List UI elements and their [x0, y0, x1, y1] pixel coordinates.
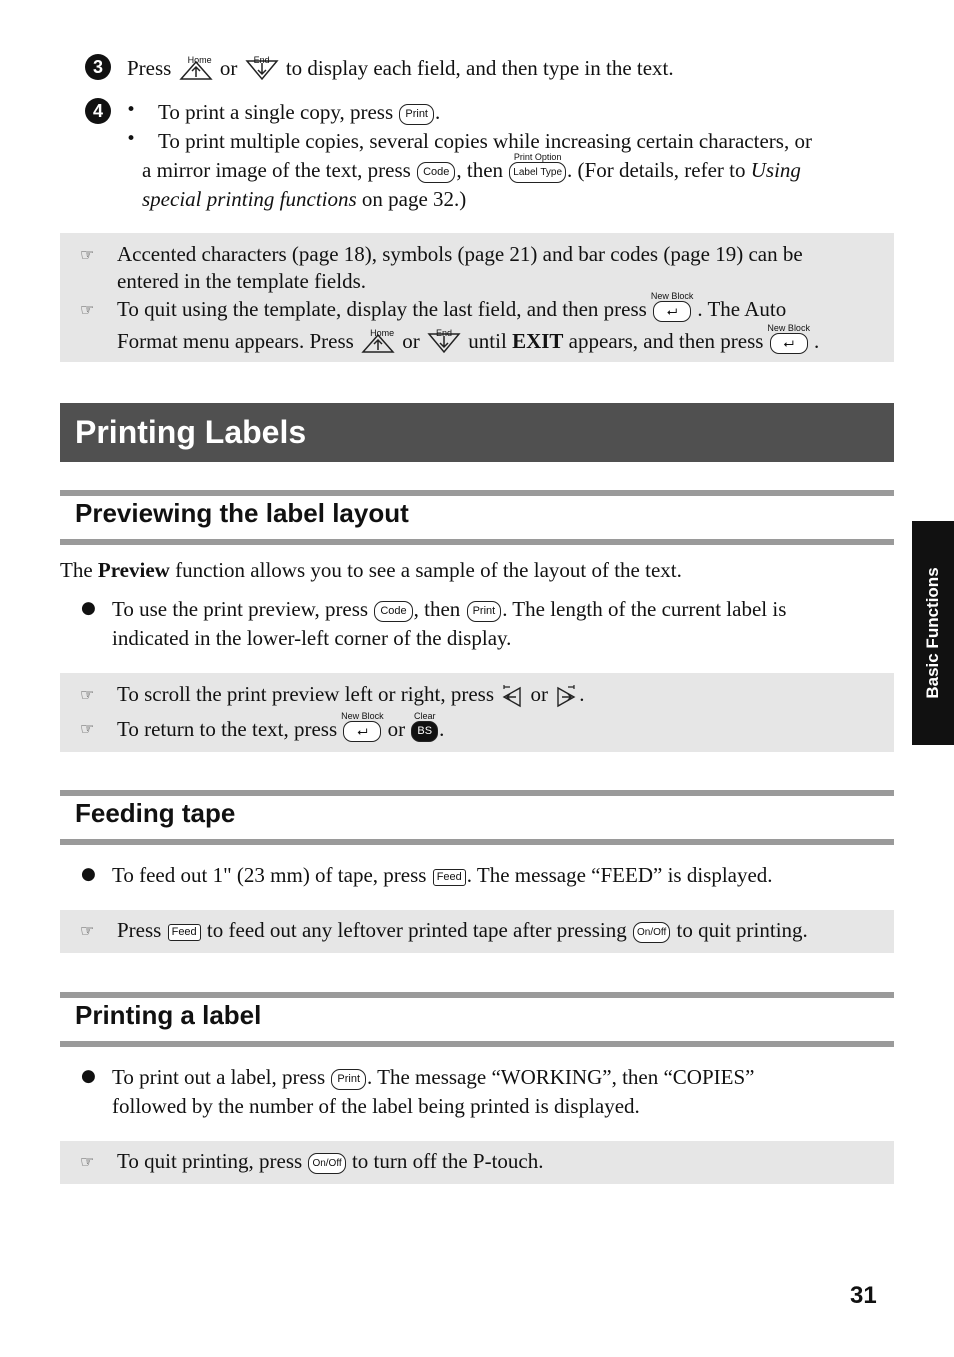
preview-bullet-line-2: indicated in the lower-left corner of the display.: [112, 626, 512, 650]
note-box-feeding: [60, 910, 894, 953]
on-off-key-icon: On/Off: [308, 1153, 345, 1174]
preview-intro: The Preview function allows you to see a sample of the layout of the text.: [60, 558, 682, 582]
note-text: Press Feed to feed out any leftover printed tape after pressing On/Off to quit printing.: [117, 918, 808, 942]
new-block-return-key-icon: New Block ⮠: [343, 721, 381, 742]
divider: [60, 1041, 894, 1047]
note-text: entered in the template fields.: [117, 269, 366, 293]
page-number: 31: [850, 1282, 877, 1309]
on-off-key-icon: On/Off: [633, 922, 670, 943]
code-key-icon: Code: [417, 162, 455, 183]
label-type-key-icon: Print Option Label Type: [509, 162, 566, 183]
note-box-printing: [60, 1141, 894, 1184]
step-4-bullet-2-line-1: To print multiple copies, several copies while increasing certain characters, or: [158, 129, 812, 153]
bullet: ●: [81, 1066, 96, 1086]
divider: [60, 490, 894, 496]
section-title: Printing Labels: [60, 403, 894, 462]
divider: [60, 992, 894, 998]
home-up-arrow-icon: Home: [179, 59, 213, 81]
step-number-3: 3: [85, 54, 111, 80]
print-key-icon: Print: [399, 104, 434, 125]
backspace-key-icon: Clear BS: [411, 721, 438, 742]
pointing-hand-icon: ☞: [80, 1152, 95, 1171]
scroll-left-icon: [500, 684, 524, 708]
step-number-4: 4: [85, 98, 111, 124]
printing-bullet-line-2: followed by the number of the label being printed is displayed.: [112, 1094, 640, 1118]
subsection-heading-printing: Printing a label: [60, 992, 894, 1047]
divider: [60, 539, 894, 545]
code-key-icon: Code: [374, 601, 412, 622]
feeding-bullet: To feed out 1" (23 mm) of tape, press Feed . The message “FEED” is displayed.: [112, 863, 773, 887]
subsection-heading-feeding: Feeding tape: [60, 790, 894, 845]
step-3-text: Press Home or End to display each field, and then type in the text.: [127, 55, 674, 80]
note-text: To return to the text, press New Block ⮠ or Clear BS .: [117, 710, 445, 741]
pointing-hand-icon: ☞: [80, 921, 95, 940]
step-4-bullet-2-line-3: special printing functions on page 32.): [142, 187, 467, 211]
preview-bullet-line-1: To use the print preview, press Code , then Print . The length of the current label is: [112, 597, 787, 621]
pointing-hand-icon: ☞: [80, 685, 95, 704]
feed-key-icon: Feed: [433, 869, 466, 886]
pointing-hand-icon: ☞: [80, 245, 95, 264]
note-text: To quit using the template, display the last field, and then press New Block ⮠ . The Auto: [117, 290, 787, 321]
bullet: ●: [81, 598, 96, 618]
scroll-right-icon: [554, 684, 578, 708]
note-box-template: [60, 233, 894, 362]
note-text: To quit printing, press On/Off to turn off the P-touch.: [117, 1149, 544, 1173]
new-block-return-key-icon: New Block ⮠: [770, 333, 808, 354]
print-key-icon: Print: [467, 601, 502, 622]
end-down-arrow-icon: End: [245, 59, 279, 81]
note-text: Format menu appears. Press Home or End until EXIT appears, and then press New Block ⮠ .: [117, 322, 820, 353]
pointing-hand-icon: ☞: [80, 719, 95, 738]
subsection-heading-preview: Previewing the label layout: [60, 490, 894, 545]
note-box-preview: [60, 673, 894, 752]
end-down-arrow-icon: End: [427, 332, 461, 354]
home-up-arrow-icon: Home: [361, 332, 395, 354]
pointing-hand-icon: ☞: [80, 300, 95, 319]
bullet: ●: [81, 864, 96, 884]
note-text: To scroll the print preview left or right, press or .: [117, 680, 585, 709]
bullet: •: [126, 129, 137, 149]
bullet: •: [126, 100, 137, 120]
print-key-icon: Print: [331, 1069, 366, 1090]
side-tab-basic-functions: Basic Functions: [912, 521, 954, 745]
divider: [60, 839, 894, 845]
step-4-bullet-2-line-2: a mirror image of the text, press Code , then Print Option Label Type . (For details, refer to Using: [142, 151, 801, 182]
divider: [60, 790, 894, 796]
step-4-bullet-1: To print a single copy, press Print .: [158, 100, 441, 124]
new-block-return-key-icon: New Block ⮠: [653, 301, 691, 322]
feed-key-icon: Feed: [168, 924, 201, 941]
printing-bullet-line-1: To print out a label, press Print . The message “WORKING”, then “COPIES”: [112, 1065, 755, 1089]
note-text: Accented characters (page 18), symbols (page 21) and bar codes (page 19) can be: [117, 242, 803, 266]
